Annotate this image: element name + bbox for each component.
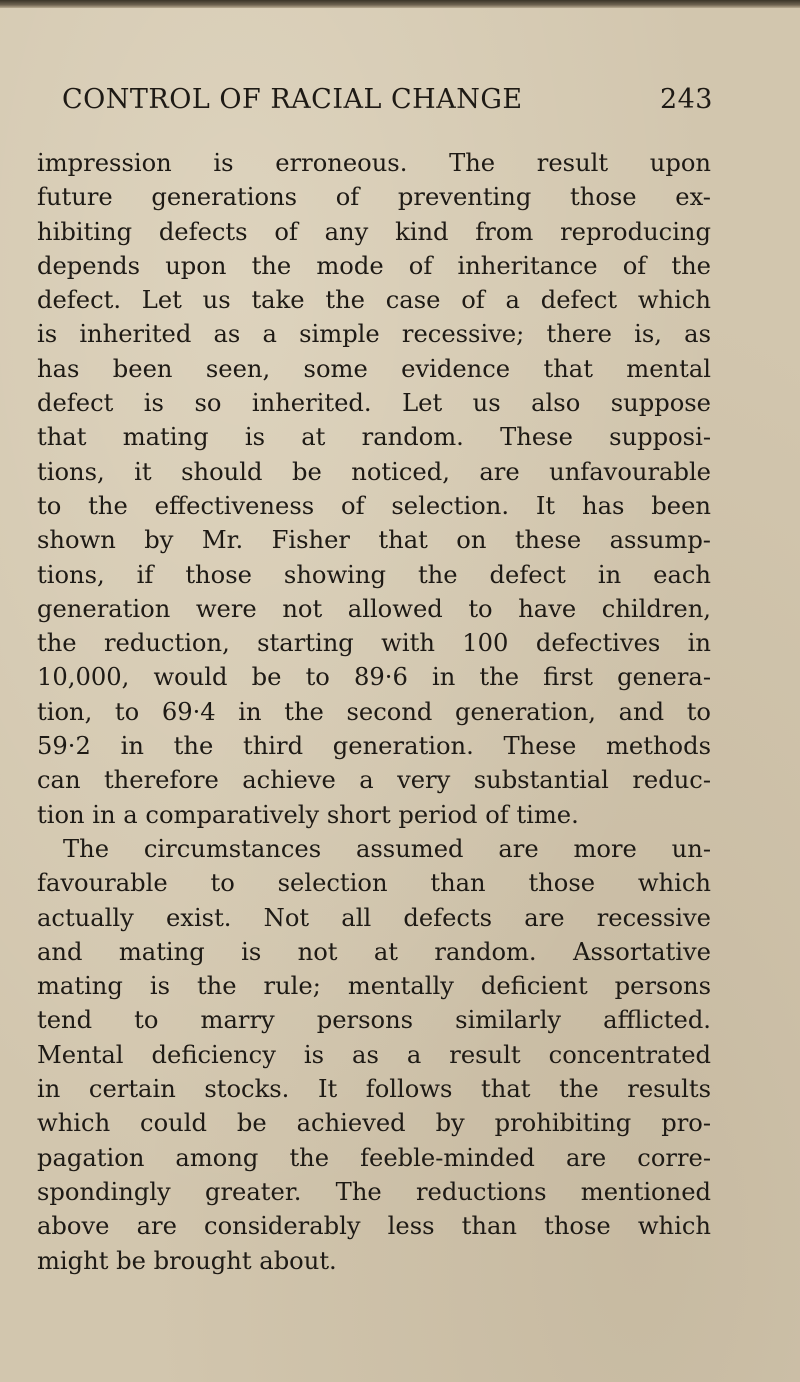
text-line: 59·2 in the third generation. These methods: [37, 732, 711, 761]
running-head-title: CONTROL OF RACIAL CHANGE: [62, 84, 523, 115]
text-line: The circumstances assumed are more un-: [63, 834, 711, 863]
text-line: and mating is not at random. Assortative: [37, 937, 711, 966]
text-line: defect. Let us take the case of a defect which: [37, 286, 711, 315]
text-line: might be brought about.: [37, 1246, 337, 1275]
text-line: can therefore achieve a very substantial reduc-: [37, 766, 711, 795]
text-line: that mating is at random. These supposi-: [37, 423, 711, 452]
text-line: tend to marry persons similarly afflicted.: [37, 1006, 711, 1035]
text-line: hibiting defects of any kind from reproducing: [37, 217, 711, 246]
text-line: favourable to selection than those which: [37, 869, 711, 898]
text-line: tions, if those showing the defect in each: [37, 560, 711, 589]
page-number: 243: [659, 84, 713, 115]
text-line: future generations of preventing those ex-: [37, 183, 711, 212]
text-line: shown by Mr. Fisher that on these assump-: [37, 526, 711, 555]
text-line: impression is erroneous. The result upon: [37, 149, 711, 177]
text-line: tions, it should be noticed, are unfavourable: [37, 457, 711, 486]
text-line: spondingly greater. The reductions mentioned: [37, 1177, 711, 1206]
text-line: pagation among the feeble-minded are corre-: [37, 1143, 711, 1172]
body-text: [37, 146, 711, 1278]
text-line: is inherited as a simple recessive; there is, as: [37, 320, 711, 349]
text-line: has been seen, some evidence that mental: [37, 354, 711, 383]
text-line: above are considerably less than those which: [37, 1212, 711, 1241]
text-line: actually exist. Not all defects are recessive: [37, 903, 711, 932]
text-line: defect is so inherited. Let us also suppose: [37, 389, 711, 418]
text-line: which could be achieved by prohibiting pro-: [37, 1109, 711, 1138]
text-line: the reduction, starting with 100 defectives in: [37, 629, 711, 658]
text-line: generation were not allowed to have children,: [37, 594, 711, 623]
text-line: to the effectiveness of selection. It has been: [37, 491, 711, 520]
text-line: Mental deficiency is as a result concentrated: [37, 1040, 711, 1069]
text-line: depends upon the mode of inheritance of the: [37, 251, 711, 280]
running-head: [0, 84, 800, 124]
text-line: 10,000, would be to 89·6 in the first genera-: [37, 663, 711, 692]
text-line: tion in a comparatively short period of time.: [37, 800, 579, 829]
text-line: tion, to 69·4 in the second generation, and to: [37, 697, 711, 726]
page-top-edge: [0, 0, 800, 8]
text-line: mating is the rule; mentally deficient persons: [37, 972, 711, 1001]
text-line: in certain stocks. It follows that the results: [37, 1075, 711, 1104]
